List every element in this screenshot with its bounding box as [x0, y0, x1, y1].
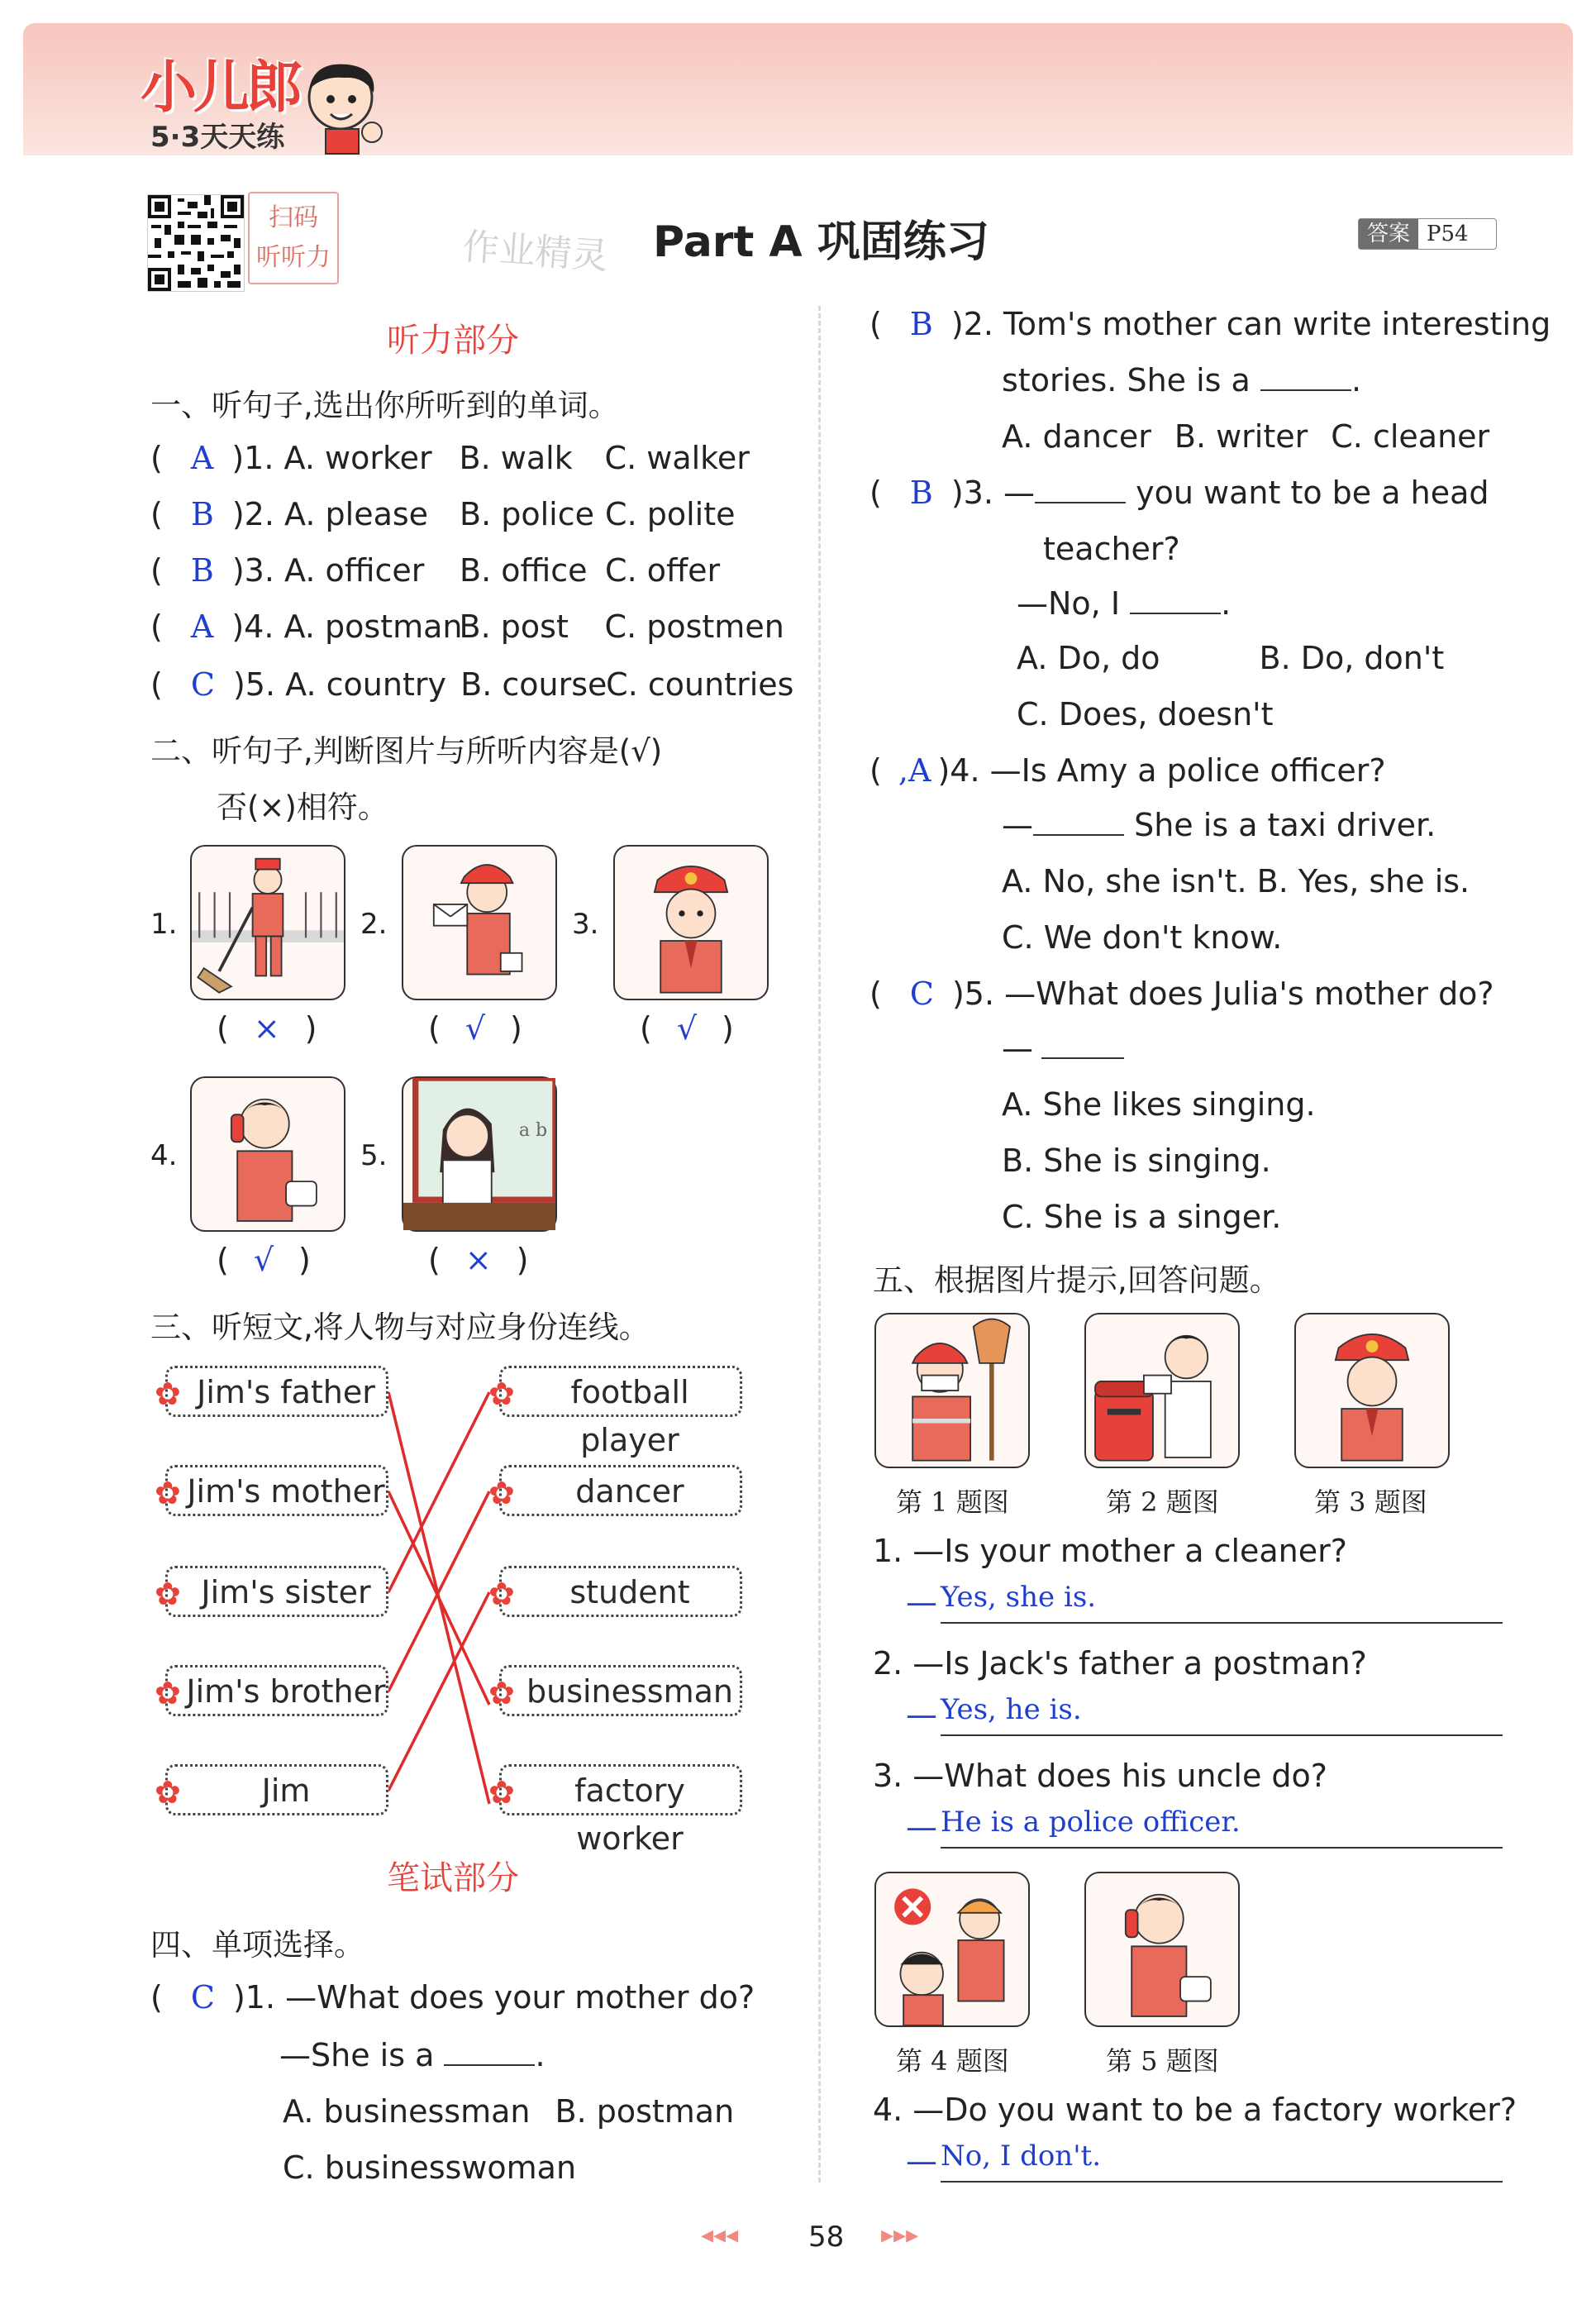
mc-question-2-options: A. dancer B. writer C. cleaner [1002, 418, 1490, 455]
street-cleaner-icon [192, 847, 344, 999]
man-on-phone-icon [192, 1078, 344, 1230]
mc-question-1-options: A. businessman B. postman [283, 2093, 735, 2130]
match-label: factory worker [574, 1772, 685, 1857]
match-label: Jim's mother [187, 1473, 385, 1510]
page-number: 58 [808, 2221, 845, 2254]
pic-number: 5. [360, 1139, 388, 1172]
section-4-heading: 四、单项选择。 [150, 1927, 364, 1963]
judge-mark-5: ( × ) [428, 1242, 529, 1278]
match-line-sister-football [388, 1392, 489, 1592]
mc-question-2-line2: stories. She is a . [1002, 362, 1362, 398]
teacher-picture [402, 1076, 557, 1232]
section-2-heading-line2: 否(×)相符。 [217, 790, 388, 825]
writing-section-title: 笔试部分 [387, 1859, 519, 1897]
mc-question-4-option-c: C. We don't know. [1002, 919, 1283, 956]
person-box[interactable] [155, 1465, 388, 1516]
leaf-icon: ✿ [155, 1675, 181, 1711]
prev-arrows-icon: ◂◂◂ [701, 2221, 739, 2249]
match-label: Jim [261, 1772, 311, 1809]
match-label: dancer [575, 1473, 684, 1510]
match-label: businessman [526, 1673, 733, 1710]
sec5-picture-5 [1084, 1872, 1240, 2027]
mc-question-3-line2: teacher? [1043, 531, 1180, 567]
mc-question-5-option-b: B. She is singing. [1002, 1143, 1271, 1179]
leaf-icon: ✿ [155, 1376, 181, 1412]
section-3-heading: 三、听短文,将人物与对应身份连线。 [150, 1310, 650, 1345]
police-officer-icon [615, 847, 767, 999]
pic-number: 3. [572, 908, 599, 941]
mc-question-4-line2: — She is a taxi driver. [1002, 807, 1436, 843]
police-officer-picture [613, 845, 769, 1000]
police-officer-icon [1296, 1314, 1448, 1467]
matching-lines [388, 1364, 504, 1827]
scan-to-listen-label: 扫码 听听力 [248, 192, 339, 284]
match-label: Jim's father [197, 1374, 375, 1410]
teacher-icon [403, 1078, 555, 1230]
mc-question-1-option-c: C. businesswoman [283, 2149, 577, 2186]
mc-question-4: ( ,A )4. —Is Amy a police officer? [869, 752, 1386, 789]
person-box[interactable] [155, 1566, 388, 1617]
leaf-icon: ✿ [488, 1774, 515, 1810]
job-box[interactable] [488, 1566, 742, 1617]
answer-line[interactable]: He is a police officer. [941, 1806, 1503, 1849]
mc-question-5: ( C )5. —What does Julia's mother do? [869, 976, 1494, 1012]
section-1-heading: 一、听句子,选出你所听到的单词。 [150, 388, 619, 423]
mc-question-5-option-c: C. She is a singer. [1002, 1199, 1282, 1235]
leaf-icon: ✿ [488, 1675, 515, 1711]
match-label: student [569, 1574, 690, 1610]
judge-mark-3: ( √ ) [640, 1010, 734, 1047]
man-on-phone-picture [190, 1076, 345, 1232]
pic-number: 2. [360, 908, 388, 941]
postman-mailbox-icon [1086, 1314, 1238, 1467]
answer-dash: — [906, 1584, 937, 1620]
leaf-icon: ✿ [488, 1576, 515, 1612]
listening-section-title: 听力部分 [387, 322, 519, 360]
street-cleaner-picture [190, 845, 345, 1000]
postman-icon [403, 847, 555, 999]
answer-line[interactable]: Yes, she is. [941, 1581, 1503, 1624]
man-on-phone-icon [1086, 1873, 1238, 2025]
listen-choice-row: ( A )4. A. postmanB. post C. postmen [150, 608, 784, 645]
job-box[interactable] [488, 1764, 742, 1857]
listen-choice-row: ( C )5. A. country B. courseC. countries [150, 666, 794, 703]
female-cleaner-icon [876, 1314, 1028, 1467]
answer-dash: — [906, 1809, 937, 1845]
listen-choice-row: ( B )2. A. please B. police C. polite [150, 496, 736, 532]
leaf-icon: ✿ [155, 1475, 181, 1511]
section-2-heading-line1: 二、听句子,判断图片与所听内容是(√) [150, 733, 663, 769]
watermark: 作业精灵 [461, 225, 610, 279]
answer-badge: 答案 P54 [1358, 218, 1497, 250]
sec5-caption-1: 第 1 题图 [896, 1486, 1009, 1518]
mc-question-5-line2: — [1002, 1030, 1124, 1066]
answer-line[interactable]: No, I don't. [941, 2140, 1503, 2183]
person-box[interactable] [155, 1366, 388, 1417]
job-box[interactable] [488, 1465, 742, 1516]
next-arrows-icon: ▸▸▸ [881, 2221, 919, 2249]
sec5-picture-3 [1294, 1313, 1450, 1468]
judge-mark-1: ( × ) [217, 1010, 317, 1047]
leaf-icon: ✿ [155, 1576, 181, 1612]
mc-question-2: ( B )2. Tom's mother can write interesting [869, 306, 1551, 342]
judge-mark-2: ( √ ) [428, 1010, 522, 1047]
short-answer-question: 2. —Is Jack's father a postman? [873, 1645, 1367, 1682]
mc-question-4-options: A. No, she isn't. B. Yes, she is. [1002, 863, 1470, 899]
mc-question-3-line3: —No, I . [1017, 585, 1232, 622]
sec5-caption-2: 第 2 题图 [1106, 1486, 1219, 1518]
qr-code-icon[interactable] [147, 194, 245, 292]
person-box[interactable] [155, 1665, 388, 1716]
sec5-caption-4: 第 4 题图 [896, 2045, 1009, 2077]
sec5-caption-5: 第 5 题图 [1106, 2045, 1219, 2077]
column-divider [818, 306, 821, 2183]
job-box[interactable] [488, 1366, 742, 1458]
leaf-icon: ✿ [488, 1376, 515, 1412]
answer-dash: — [906, 1696, 937, 1733]
match-line-jim-student [388, 1592, 489, 1791]
leaf-icon: ✿ [155, 1774, 181, 1810]
sec5-picture-1 [874, 1313, 1030, 1468]
answer-line[interactable]: Yes, he is. [941, 1693, 1503, 1736]
postman-picture [402, 845, 557, 1000]
mc-question-1: ( C )1. —What does your mother do? [150, 1979, 755, 2016]
svg-text:a b: a b [518, 1119, 548, 1141]
pic-number: 1. [150, 908, 178, 941]
mc-question-3-option-c: C. Does, doesn't [1017, 696, 1274, 732]
mascot-icon [298, 56, 388, 155]
mc-question-3: ( B )3. — you want to be a head [869, 475, 1489, 511]
leaf-icon: ✿ [488, 1475, 515, 1511]
pic-number: 4. [150, 1139, 178, 1172]
answer-dash: — [906, 2143, 937, 2179]
sec5-picture-2 [1084, 1313, 1240, 1468]
sec5-picture-4 [874, 1872, 1030, 2027]
factory-worker-cross-icon [876, 1873, 1028, 2025]
short-answer-question: 3. —What does his uncle do? [873, 1758, 1327, 1794]
match-label: Jim's sister [201, 1574, 371, 1610]
mc-question-1-line2: —She is a . [279, 2037, 545, 2073]
short-answer-question: 1. —Is your mother a cleaner? [873, 1533, 1347, 1569]
mc-question-5-option-a: A. She likes singing. [1002, 1086, 1316, 1123]
section-5-heading: 五、根据图片提示,回答问题。 [873, 1262, 1280, 1298]
listen-choice-row: ( B )3. A. officer B. office C. offer [150, 552, 721, 589]
sec5-caption-3: 第 3 题图 [1314, 1486, 1427, 1518]
job-box[interactable] [488, 1665, 742, 1716]
match-label: football player [570, 1374, 689, 1458]
page-title: Part A 巩固练习 [653, 217, 989, 267]
mc-question-3-options: A. Do, do B. Do, don't [1017, 640, 1445, 676]
listen-choice-row: ( A )1. A. worker B. walk C. walker [150, 440, 750, 476]
brand-subtitle: 5·3天天练 [150, 121, 285, 154]
person-box[interactable] [155, 1764, 388, 1815]
match-label: Jim's brother [186, 1673, 386, 1710]
judge-mark-4: ( √ ) [217, 1242, 311, 1278]
brand-logo: 小儿郎 [141, 55, 300, 121]
short-answer-question: 4. —Do you want to be a factory worker? [873, 2092, 1517, 2128]
